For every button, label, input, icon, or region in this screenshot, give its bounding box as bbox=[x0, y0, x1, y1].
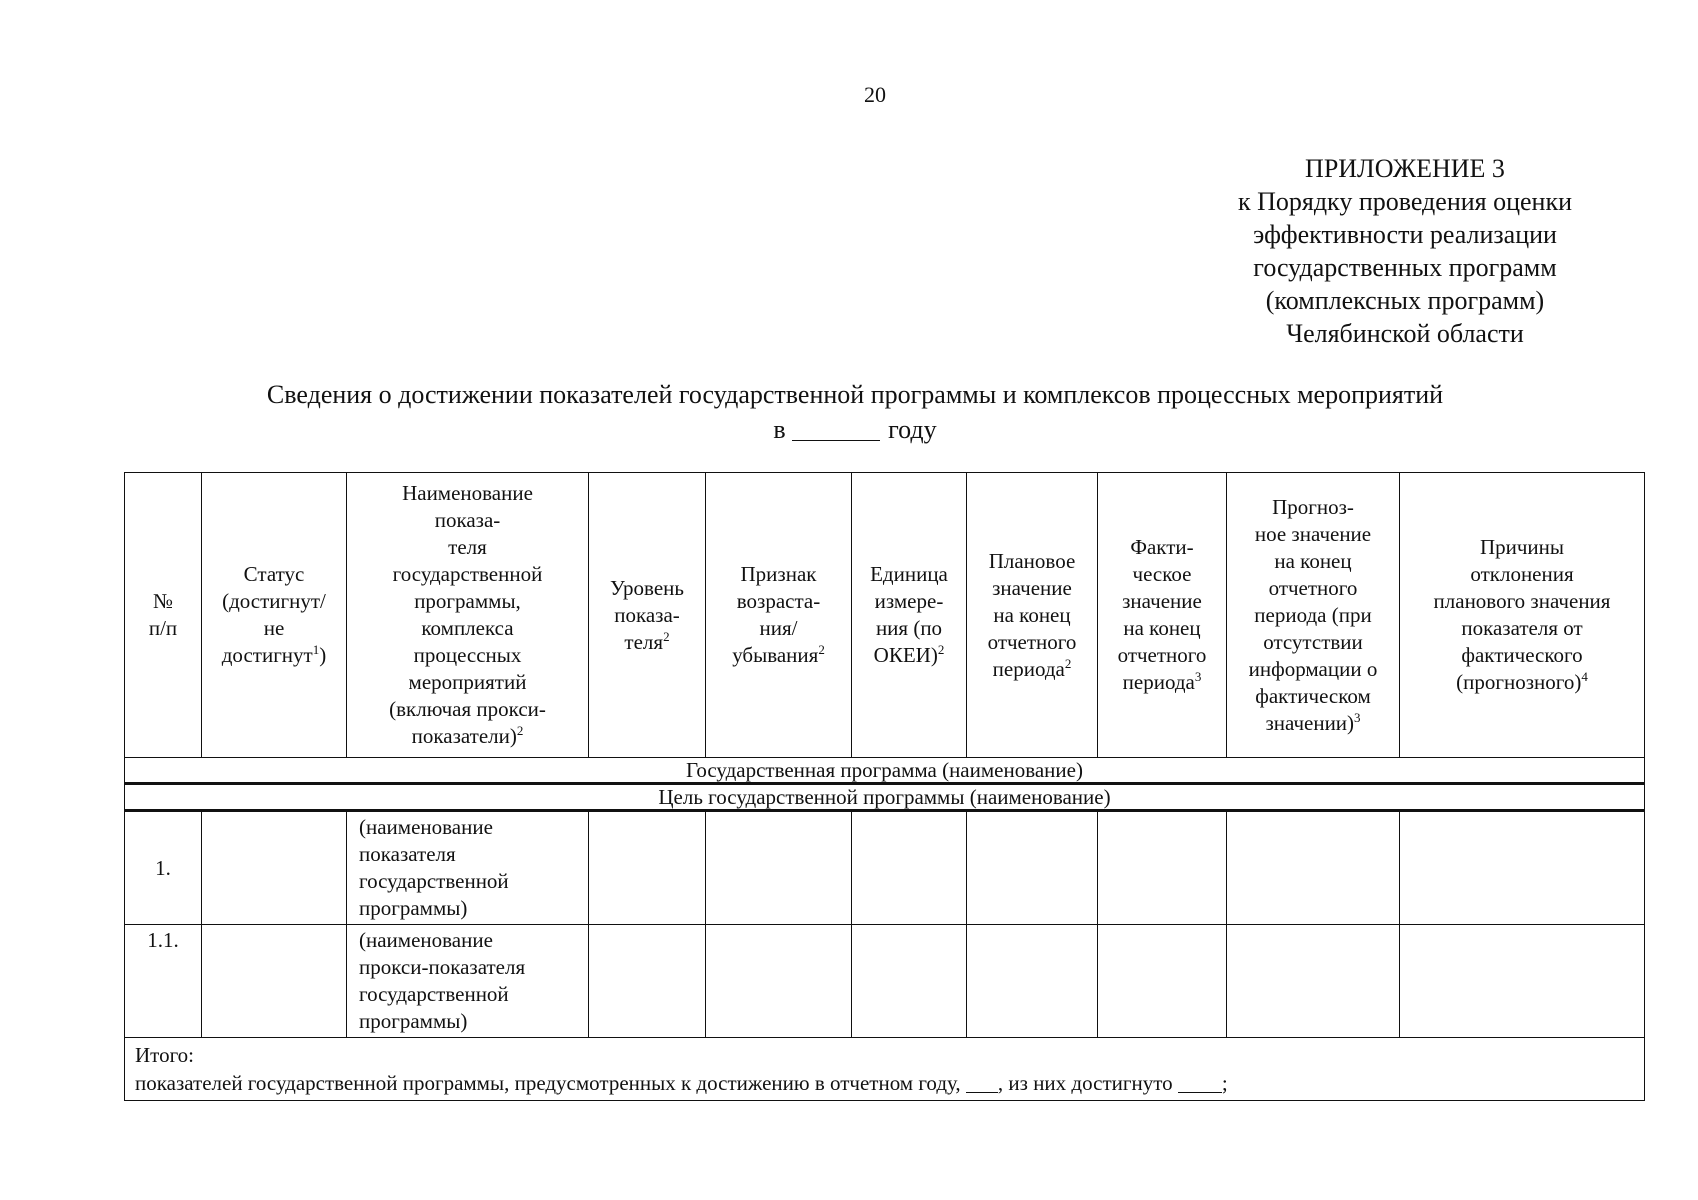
year-blank bbox=[792, 440, 880, 441]
table-row bbox=[125, 925, 1645, 1038]
row-forecast-cell bbox=[1227, 925, 1400, 1038]
total-row bbox=[125, 1038, 1645, 1101]
header-status: Статус (достигнут/ не достигнут$^1$) bbox=[202, 473, 347, 758]
page-number: 20 bbox=[864, 82, 886, 107]
appendix-line: Челябинской области bbox=[1286, 319, 1524, 348]
row-actual-cell bbox=[1098, 811, 1227, 925]
row-reasons-cell bbox=[1400, 811, 1645, 925]
appendix-heading bbox=[1160, 152, 1650, 350]
row-level-cell bbox=[589, 811, 706, 925]
appendix-line: (комплексных программ) bbox=[1265, 286, 1545, 315]
appendix-title: ПРИЛОЖЕНИЕ 3 bbox=[1305, 154, 1505, 183]
row-unit-cell bbox=[852, 811, 967, 925]
header-num: № п/п bbox=[125, 473, 202, 758]
row-indicator-name: (наименование показателя государственной программы) bbox=[347, 811, 589, 925]
total-cell bbox=[125, 1038, 1645, 1101]
row-num: 1. bbox=[125, 811, 202, 925]
total-text-end: ; bbox=[1221, 1071, 1228, 1095]
header-level: Уровень показа- теля$^2$ bbox=[589, 473, 706, 758]
row-num: 1.1. bbox=[125, 925, 202, 1038]
total-text-before: показателей государственной программы, предусмотренных к достижению в отчетном году, bbox=[135, 1071, 961, 1095]
header-indicator-name: Наименование показа- теля государственной программы, комплекса процессных мероприятий (включая прокси- показатели)$^2$ bbox=[347, 473, 589, 758]
document-title bbox=[120, 377, 1590, 447]
row-unit-cell bbox=[852, 925, 967, 1038]
program-section-label: Государственная программа (наименование) bbox=[125, 758, 1645, 784]
row-forecast-cell bbox=[1227, 811, 1400, 925]
row-planned-cell bbox=[967, 811, 1098, 925]
header-forecast-value: Прогноз- ное значение на конец отчетного периода (при отсутствии информации о фактическом значении)$^3$ bbox=[1227, 473, 1400, 758]
row-sign-cell bbox=[706, 811, 852, 925]
row-reasons-cell bbox=[1400, 925, 1645, 1038]
row-actual-cell bbox=[1098, 925, 1227, 1038]
total-text-middle: , из них достигнуто bbox=[997, 1071, 1173, 1095]
appendix-line: эффективности реализации bbox=[1253, 220, 1557, 249]
document-title-line1: Сведения о достижении показателей государственной программы и комплексов процессных мероприятий bbox=[266, 380, 1444, 409]
total-label: Итого: bbox=[135, 1043, 194, 1067]
table-row bbox=[125, 811, 1645, 925]
row-sign-cell bbox=[706, 925, 852, 1038]
row-status-cell bbox=[202, 811, 347, 925]
row-planned-cell bbox=[967, 925, 1098, 1038]
goal-section-row bbox=[125, 784, 1645, 811]
appendix-line: к Порядку проведения оценки bbox=[1237, 187, 1573, 216]
document-title-line2 bbox=[120, 412, 1590, 447]
row-level-cell bbox=[589, 925, 706, 1038]
header-unit: Единица измере- ния (по ОКЕИ)$^2$ bbox=[852, 473, 967, 758]
row-status-cell bbox=[202, 925, 347, 1038]
document-title-prefix: в bbox=[773, 415, 786, 444]
header-deviation-reasons: Причины отклонения планового значения показателя от фактического (прогнозного)$^4$ bbox=[1400, 473, 1645, 758]
table-header-row bbox=[125, 473, 1645, 758]
header-actual-value: Факти- ческое значение на конец отчетного периода$^3$ bbox=[1098, 473, 1227, 758]
appendix-line: государственных программ bbox=[1253, 253, 1557, 282]
indicators-table bbox=[124, 472, 1645, 1101]
header-trend-sign: Признак возраста- ния/ убывания$^2$ bbox=[706, 473, 852, 758]
goal-section-label: Цель государственной программы (наименование) bbox=[125, 784, 1645, 811]
header-planned-value: Плановое значение на конец отчетного периода$^2$ bbox=[967, 473, 1098, 758]
planned-count-blank bbox=[966, 1092, 998, 1093]
program-section-row bbox=[125, 758, 1645, 784]
achieved-count-blank bbox=[1178, 1092, 1222, 1093]
document-title-suffix: году bbox=[888, 415, 937, 444]
row-indicator-name: (наименование прокси-показателя государственной программы) bbox=[347, 925, 589, 1038]
